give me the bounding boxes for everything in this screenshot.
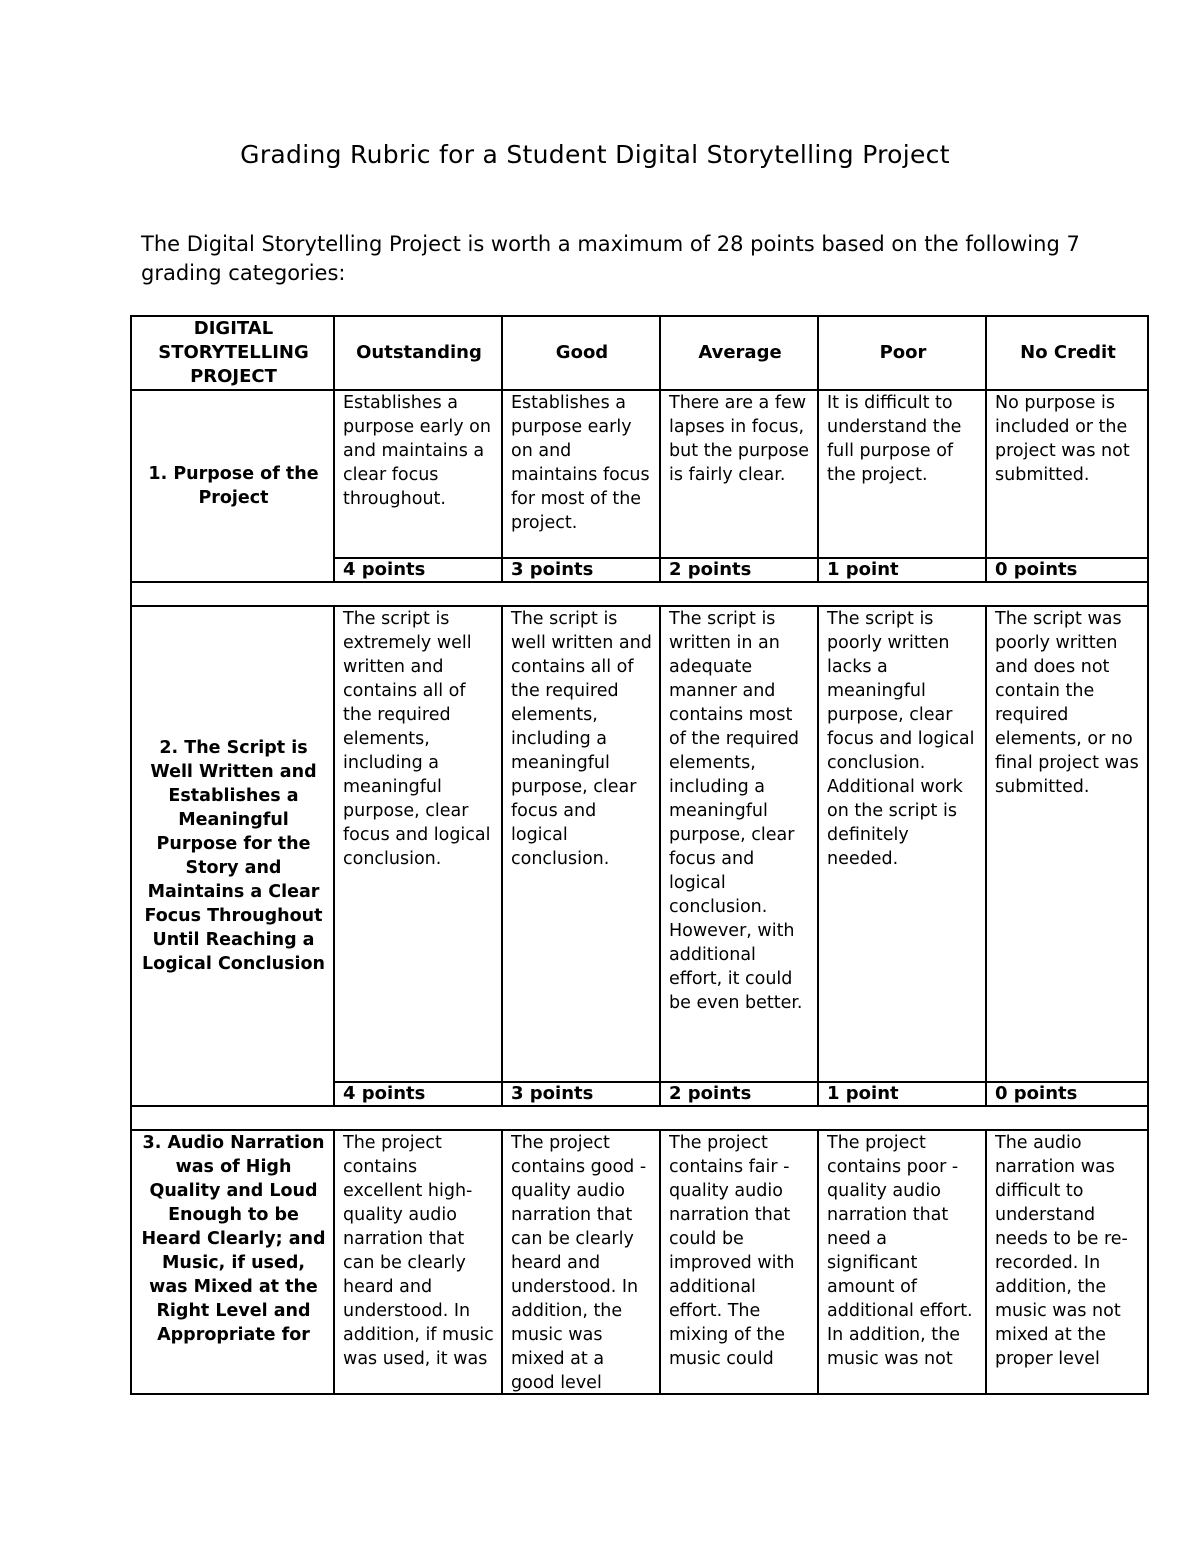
- points-cell: 4 points: [334, 558, 502, 582]
- description-cell: [818, 606, 986, 1082]
- category-label: 1. Purpose of the Project: [131, 390, 334, 582]
- header-good: Good: [502, 316, 660, 390]
- header-poor: Poor: [818, 316, 986, 390]
- points-cell: 1 point: [818, 558, 986, 582]
- description-cell: [660, 390, 818, 558]
- description-text: The project contains fair -quality audio narration that could be improved with additional effort. The mixing of the music could: [669, 1133, 795, 1369]
- description-cell: [986, 390, 1148, 558]
- description-cell: [334, 1130, 502, 1394]
- rubric-row: [131, 1130, 1148, 1394]
- description-cell: [818, 1130, 986, 1394]
- description-text: The script is written in an adequate manner and contains most of the required elements, including a meaningful purpose, clear focus and logical conclusion. However, with additional effort, it could be even better.: [669, 609, 803, 1013]
- intro-paragraph: The Digital Storytelling Project is worth a maximum of 28 points based on the following 7 grading categories:: [141, 232, 1080, 285]
- spacer-row: [131, 1106, 1148, 1130]
- description-cell: [660, 1130, 818, 1394]
- description-cell: [334, 606, 502, 1082]
- points-cell: 0 points: [986, 1082, 1148, 1106]
- description-cell: [502, 606, 660, 1082]
- header-outstanding: Outstanding: [334, 316, 502, 390]
- description-text: The script was poorly written and does not contain the required elements, or no final project was submitted.: [995, 609, 1139, 797]
- description-text: The project contains poor -quality audio narration that need a significant amount of additional effort. In addition, the music was not: [827, 1133, 973, 1369]
- points-cell: 0 points: [986, 558, 1148, 582]
- description-text: There are a few lapses in focus, but the purpose is fairly clear.: [669, 393, 809, 485]
- description-text: Establishes a purpose early on and maintains focus for most of the project.: [511, 393, 650, 533]
- description-text: The project contains good -quality audio narration that can be clearly heard and understood. In addition, the music was mixed at a good level: [511, 1133, 647, 1393]
- description-text: The audio narration was difficult to understand needs to be re-recorded. In addition, the music was not mixed at the proper level: [995, 1133, 1128, 1369]
- rubric-row: [131, 606, 1148, 1082]
- header-row: [131, 316, 1148, 390]
- description-text: The script is well written and contains all of the required elements, including a meaningful purpose, clear focus and logical conclusion.: [511, 609, 652, 869]
- header-no-credit: No Credit: [986, 316, 1148, 390]
- rubric-table: [130, 315, 1149, 1395]
- points-cell: 3 points: [502, 1082, 660, 1106]
- category-label: 2. The Script is Well Written and Establishes a Meaningful Purpose for the Story and Maintains a Clear Focus Throughout Until Reaching a Logical Conclusion: [131, 606, 334, 1106]
- description-cell: [818, 390, 986, 558]
- points-cell: 3 points: [502, 558, 660, 582]
- spacer-row: [131, 582, 1148, 606]
- description-cell: [502, 390, 660, 558]
- header-category: DIGITAL STORYTELLING PROJECT: [131, 316, 334, 390]
- spacer-cell: [131, 582, 1148, 606]
- rubric-row: [131, 390, 1148, 558]
- spacer-cell: [131, 1106, 1148, 1130]
- description-cell: [660, 606, 818, 1082]
- description-cell: [502, 1130, 660, 1394]
- description-text: The script is extremely well written and contains all of the required elements, including a meaningful purpose, clear focus and logical conclusion.: [343, 609, 491, 869]
- category-label: [131, 1130, 334, 1394]
- description-cell: [986, 606, 1148, 1082]
- description-cell: [986, 1130, 1148, 1394]
- header-average: Average: [660, 316, 818, 390]
- description-text: Establishes a purpose early on and maintains a clear focus throughout.: [343, 393, 491, 509]
- category-text: 3. Audio Narration was of High Quality and Loud Enough to be Heard Clearly; and Music, if used, was Mixed at the Right Level and Appropriate for: [141, 1133, 326, 1345]
- description-cell: [334, 390, 502, 558]
- description-text: No purpose is included or the project was not submitted.: [995, 393, 1130, 485]
- points-cell: 2 points: [660, 1082, 818, 1106]
- description-text: The script is poorly written lacks a meaningful purpose, clear focus and logical conclusion. Additional work on the script is definitely needed.: [827, 609, 975, 869]
- description-text: It is difficult to understand the full purpose of the project.: [827, 393, 962, 485]
- points-cell: 4 points: [334, 1082, 502, 1106]
- document-title: Grading Rubric for a Student Digital Storytelling Project: [240, 140, 950, 169]
- points-cell: 2 points: [660, 558, 818, 582]
- description-text: The project contains excellent high-quality audio narration that can be clearly heard and understood. In addition, if music was used, it was: [343, 1133, 494, 1369]
- points-cell: 1 point: [818, 1082, 986, 1106]
